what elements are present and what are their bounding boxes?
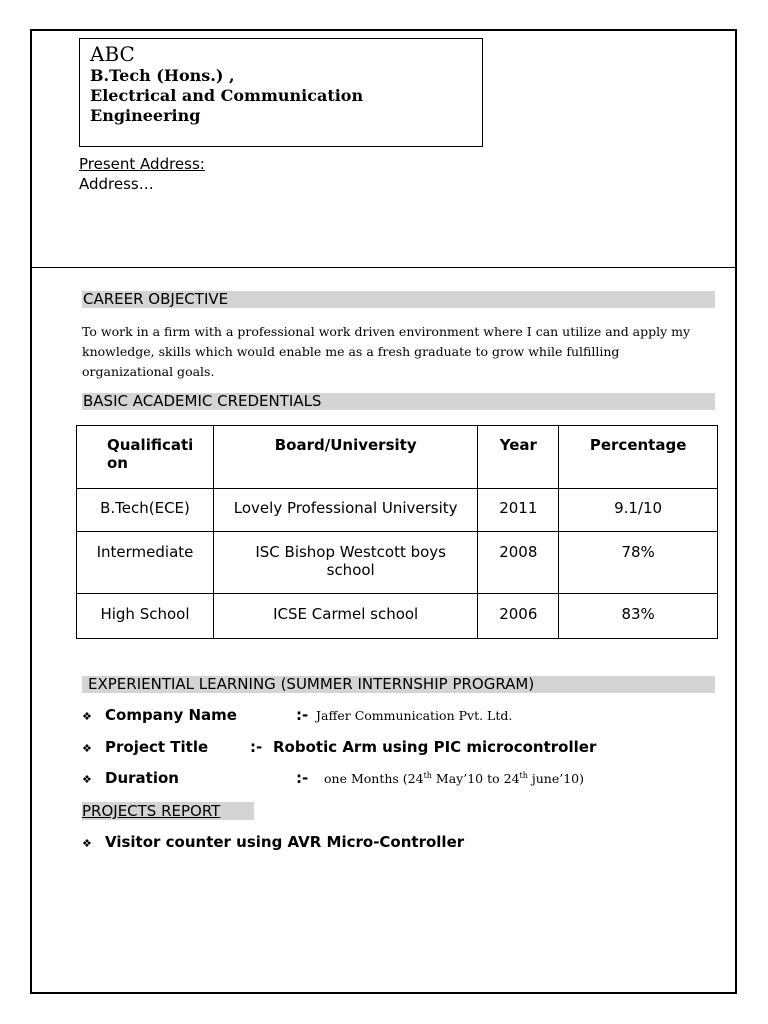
column-header: Qualificati on [77,426,214,489]
company-row [82,706,722,726]
duration-label: Duration [105,769,179,787]
table-cell: High School [77,594,214,639]
address-value: Address… [79,175,154,193]
company-value: Jaffer Communication Pvt. Ltd. [316,708,513,723]
table-cell: 2008 [478,532,559,594]
address-label: Present Address: [79,155,205,173]
career-objective-heading: CAREER OBJECTIVE [82,291,715,308]
duration-value: one Months (24th May’10 to 24th june’10) [324,771,585,787]
column-header: Board/University [213,426,477,489]
table-cell: Intermediate [77,532,214,594]
table-row [77,594,718,639]
table-cell: 9.1/10 [559,489,718,532]
project-title-separator: :- [250,738,263,756]
table-cell: 2011 [478,489,559,532]
project-item [82,833,722,853]
company-label: Company Name [105,706,237,724]
table-header-row [77,426,718,489]
column-header: Percentage [559,426,718,489]
project-title-label: Project Title [105,738,209,756]
header-box [79,38,483,147]
table-cell: 2006 [478,594,559,639]
projects-heading: PROJECTS REPORT [82,802,254,820]
table-row [77,489,718,532]
experience-heading: EXPERIENTIAL LEARNING (SUMMER INTERNSHIP PROGRAM) [82,676,715,693]
degree-line-1: B.Tech (Hons.) , [90,66,235,85]
academic-heading: BASIC ACADEMIC CREDENTIALS [82,393,715,410]
table-cell: 78% [559,532,718,594]
table-cell: 83% [559,594,718,639]
candidate-name: ABC [90,42,135,66]
duration-separator: :- [296,769,309,787]
table-cell: B.Tech(ECE) [77,489,214,532]
project-title-row [82,738,722,758]
academic-table [76,425,718,639]
company-separator: :- [296,706,309,724]
column-header: Year [478,426,559,489]
table-row [77,532,718,594]
bullet-icon: ❖ [82,710,92,723]
degree-line-2: Electrical and Communication [90,86,364,105]
table-cell: ISC Bishop Westcott boys school [213,532,477,594]
divider [32,267,735,268]
duration-row [82,769,722,789]
career-objective-text: To work in a firm with a professional work driven environment where I can utilize and apply my knowledge, skills which would enable me as a fresh graduate to grow while fulfilling organizational goals. [82,324,691,379]
bullet-icon: ❖ [82,742,92,755]
table-cell: Lovely Professional University [213,489,477,532]
bullet-icon: ❖ [82,837,92,850]
table-cell: ICSE Carmel school [213,594,477,639]
bullet-icon: ❖ [82,773,92,786]
degree-line-3: Engineering [90,106,201,125]
project-title-value: Robotic Arm using PIC microcontroller [273,738,597,756]
project-item-label: Visitor counter using AVR Micro-Controller [105,833,465,851]
